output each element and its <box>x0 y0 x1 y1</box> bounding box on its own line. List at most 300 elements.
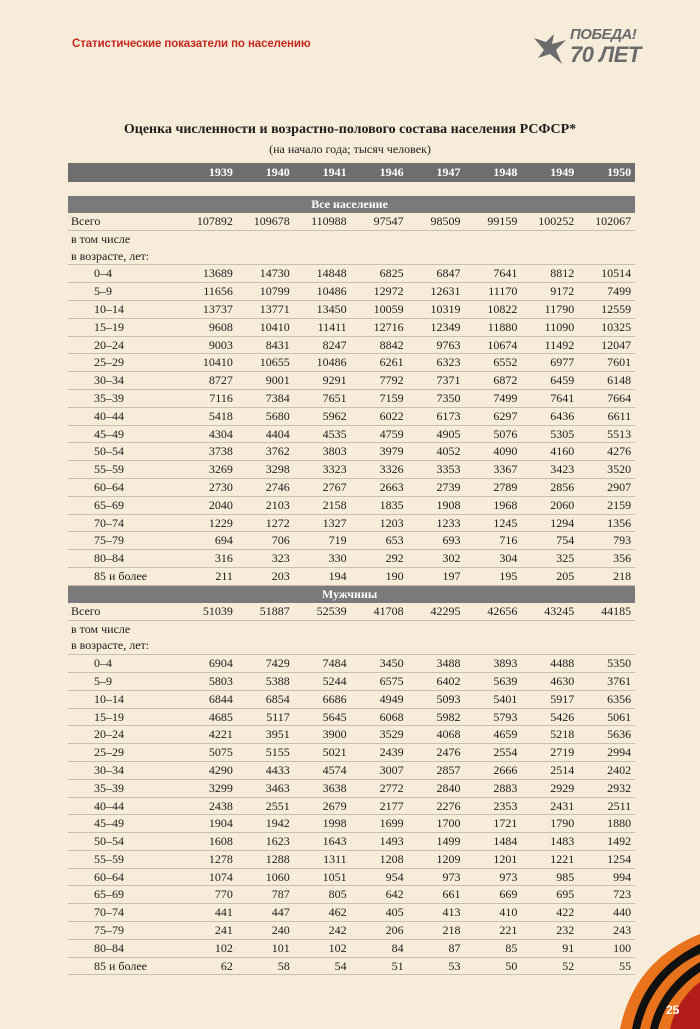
value-cell: 10799 <box>237 283 294 301</box>
age-group-label: 20–24 <box>68 726 180 744</box>
value-cell: 6872 <box>464 372 521 390</box>
value-cell: 706 <box>237 532 294 550</box>
age-group-row <box>68 265 635 283</box>
age-group-row <box>68 425 635 443</box>
value-cell: 10486 <box>294 354 351 372</box>
total-row <box>68 213 635 230</box>
value-cell: 6022 <box>351 407 408 425</box>
value-cell: 3979 <box>351 443 408 461</box>
age-group-label: 50–54 <box>68 833 180 851</box>
value-cell: 5388 <box>237 672 294 690</box>
value-cell: 3529 <box>351 726 408 744</box>
population-table <box>68 163 635 975</box>
year-header: 1950 <box>578 163 635 182</box>
table-title: Оценка численности и возрастно-полового состава населения РСФСР* <box>123 122 577 137</box>
value-cell: 2840 <box>408 779 465 797</box>
value-cell: 5418 <box>180 407 237 425</box>
value-cell: 3367 <box>464 461 521 479</box>
value-cell: 4221 <box>180 726 237 744</box>
value-cell: 1700 <box>408 815 465 833</box>
age-group-label: 65–69 <box>68 886 180 904</box>
value-cell: 1272 <box>237 514 294 532</box>
age-group-row <box>68 672 635 690</box>
age-group-row <box>68 797 635 815</box>
value-cell: 6904 <box>180 655 237 673</box>
value-cell: 330 <box>294 550 351 568</box>
value-cell: 218 <box>578 567 635 585</box>
value-cell: 2666 <box>464 761 521 779</box>
value-cell: 1074 <box>180 868 237 886</box>
table-body <box>68 182 635 975</box>
age-group-row <box>68 496 635 514</box>
logo-text-70-let: 70 ЛЕТ <box>570 42 641 67</box>
value-cell: 410 <box>464 904 521 922</box>
value-cell: 99159 <box>464 213 521 230</box>
subheading-label: в том числе <box>71 231 131 246</box>
year-header: 1939 <box>180 163 237 182</box>
value-cell: 1721 <box>464 815 521 833</box>
value-cell: 2883 <box>464 779 521 797</box>
value-cell: 1233 <box>408 514 465 532</box>
age-group-row <box>68 300 635 318</box>
value-cell: 356 <box>578 550 635 568</box>
value-cell: 413 <box>408 904 465 922</box>
value-cell: 10486 <box>294 283 351 301</box>
value-cell: 2402 <box>578 761 635 779</box>
value-cell: 5305 <box>521 425 578 443</box>
value-cell: 5803 <box>180 672 237 690</box>
year-header: 1940 <box>237 163 294 182</box>
value-cell: 7159 <box>351 389 408 407</box>
value-cell: 1051 <box>294 868 351 886</box>
age-group-label: 30–34 <box>68 372 180 390</box>
subheading-row <box>68 248 635 265</box>
age-group-row <box>68 957 635 975</box>
value-cell: 62 <box>180 957 237 975</box>
value-cell: 100252 <box>521 213 578 230</box>
value-cell: 6459 <box>521 372 578 390</box>
value-cell: 2554 <box>464 744 521 762</box>
age-group-label: 75–79 <box>68 922 180 940</box>
age-group-row <box>68 336 635 354</box>
value-cell: 3298 <box>237 461 294 479</box>
section-header-row <box>68 585 635 603</box>
st-george-ribbon-icon <box>590 930 700 1029</box>
value-cell: 2158 <box>294 496 351 514</box>
value-cell: 2719 <box>521 744 578 762</box>
value-cell: 7651 <box>294 389 351 407</box>
age-group-label: 10–14 <box>68 300 180 318</box>
value-cell: 719 <box>294 532 351 550</box>
value-cell: 5155 <box>237 744 294 762</box>
age-group-label: 5–9 <box>68 283 180 301</box>
value-cell: 3323 <box>294 461 351 479</box>
value-cell: 316 <box>180 550 237 568</box>
value-cell: 4404 <box>237 425 294 443</box>
value-cell: 1221 <box>521 850 578 868</box>
value-cell: 6552 <box>464 354 521 372</box>
value-cell: 1942 <box>237 815 294 833</box>
value-cell: 194 <box>294 567 351 585</box>
value-cell: 8431 <box>237 336 294 354</box>
value-cell: 1968 <box>464 496 521 514</box>
value-cell: 101 <box>237 939 294 957</box>
value-cell: 10319 <box>408 300 465 318</box>
value-cell: 9763 <box>408 336 465 354</box>
value-cell: 7499 <box>464 389 521 407</box>
value-cell: 9291 <box>294 372 351 390</box>
value-cell: 7371 <box>408 372 465 390</box>
value-cell: 10514 <box>578 265 635 283</box>
value-cell: 51887 <box>237 603 294 620</box>
value-cell: 7792 <box>351 372 408 390</box>
value-cell: 195 <box>464 567 521 585</box>
value-cell: 1278 <box>180 850 237 868</box>
value-cell: 716 <box>464 532 521 550</box>
value-cell: 197 <box>408 567 465 585</box>
value-cell: 6977 <box>521 354 578 372</box>
value-cell: 693 <box>408 532 465 550</box>
value-cell: 232 <box>521 922 578 940</box>
value-cell: 11880 <box>464 318 521 336</box>
age-group-label: 80–84 <box>68 939 180 957</box>
value-cell: 2856 <box>521 478 578 496</box>
value-cell: 98509 <box>408 213 465 230</box>
value-cell: 2431 <box>521 797 578 815</box>
value-cell: 43245 <box>521 603 578 620</box>
value-cell: 2551 <box>237 797 294 815</box>
value-cell: 2276 <box>408 797 465 815</box>
age-group-row <box>68 514 635 532</box>
value-cell: 1208 <box>351 850 408 868</box>
value-cell: 7116 <box>180 389 237 407</box>
value-cell: 1209 <box>408 850 465 868</box>
subheading-row <box>68 230 635 247</box>
value-cell: 100 <box>578 939 635 957</box>
value-cell: 1483 <box>521 833 578 851</box>
value-cell: 5218 <box>521 726 578 744</box>
age-group-row <box>68 708 635 726</box>
value-cell: 787 <box>237 886 294 904</box>
value-cell: 462 <box>294 904 351 922</box>
value-cell: 4905 <box>408 425 465 443</box>
age-group-row <box>68 443 635 461</box>
value-cell: 8247 <box>294 336 351 354</box>
value-cell: 1623 <box>237 833 294 851</box>
logo-text-pobeda: ПОБЕДА! <box>570 26 637 43</box>
value-cell: 41708 <box>351 603 408 620</box>
value-cell: 5076 <box>464 425 521 443</box>
year-header: 1946 <box>351 163 408 182</box>
value-cell: 985 <box>521 868 578 886</box>
value-cell: 11492 <box>521 336 578 354</box>
value-cell: 1294 <box>521 514 578 532</box>
value-cell: 241 <box>180 922 237 940</box>
value-cell: 3761 <box>578 672 635 690</box>
age-group-row <box>68 550 635 568</box>
value-cell: 84 <box>351 939 408 957</box>
value-cell: 7384 <box>237 389 294 407</box>
value-cell: 2767 <box>294 478 351 496</box>
value-cell: 190 <box>351 567 408 585</box>
subheading-label: в том числе <box>71 621 131 636</box>
value-cell: 42295 <box>408 603 465 620</box>
value-cell: 440 <box>578 904 635 922</box>
age-group-label: 70–74 <box>68 514 180 532</box>
value-cell: 2103 <box>237 496 294 514</box>
value-cell: 50 <box>464 957 521 975</box>
value-cell: 102 <box>180 939 237 957</box>
age-group-label: 65–69 <box>68 496 180 514</box>
value-cell: 7664 <box>578 389 635 407</box>
age-group-label: 60–64 <box>68 868 180 886</box>
value-cell: 52539 <box>294 603 351 620</box>
value-cell: 4068 <box>408 726 465 744</box>
value-cell: 973 <box>408 868 465 886</box>
value-cell: 3900 <box>294 726 351 744</box>
value-cell: 2907 <box>578 478 635 496</box>
value-cell: 3269 <box>180 461 237 479</box>
value-cell: 11790 <box>521 300 578 318</box>
value-cell: 6323 <box>408 354 465 372</box>
value-cell: 2438 <box>180 797 237 815</box>
value-cell: 110988 <box>294 213 351 230</box>
value-cell: 12972 <box>351 283 408 301</box>
age-group-label: 15–19 <box>68 708 180 726</box>
value-cell: 102 <box>294 939 351 957</box>
value-cell: 2663 <box>351 478 408 496</box>
value-cell: 994 <box>578 868 635 886</box>
value-cell: 1245 <box>464 514 521 532</box>
age-group-row <box>68 655 635 673</box>
value-cell: 3520 <box>578 461 635 479</box>
value-cell: 91 <box>521 939 578 957</box>
value-cell: 5680 <box>237 407 294 425</box>
age-group-row <box>68 833 635 851</box>
value-cell: 11656 <box>180 283 237 301</box>
value-cell: 9172 <box>521 283 578 301</box>
value-cell: 2177 <box>351 797 408 815</box>
age-group-row <box>68 886 635 904</box>
value-cell: 3638 <box>294 779 351 797</box>
value-cell: 323 <box>237 550 294 568</box>
value-cell: 5350 <box>578 655 635 673</box>
victory-70-logo <box>532 24 641 72</box>
value-cell: 1699 <box>351 815 408 833</box>
value-cell: 53 <box>408 957 465 975</box>
value-cell: 4290 <box>180 761 237 779</box>
spacer-cell <box>68 182 635 196</box>
value-cell: 2060 <box>521 496 578 514</box>
value-cell: 973 <box>464 868 521 886</box>
value-cell: 54 <box>294 957 351 975</box>
age-group-row <box>68 407 635 425</box>
value-cell: 5636 <box>578 726 635 744</box>
value-cell: 14848 <box>294 265 351 283</box>
subheading-label: в возрасте, лет: <box>68 637 635 654</box>
value-cell: 5075 <box>180 744 237 762</box>
value-cell: 4759 <box>351 425 408 443</box>
value-cell: 4685 <box>180 708 237 726</box>
age-group-row <box>68 744 635 762</box>
value-cell: 6611 <box>578 407 635 425</box>
dove-icon <box>532 28 568 68</box>
value-cell: 2857 <box>408 761 465 779</box>
year-header: 1948 <box>464 163 521 182</box>
value-cell: 2789 <box>464 478 521 496</box>
value-cell: 302 <box>408 550 465 568</box>
value-cell: 422 <box>521 904 578 922</box>
value-cell: 6261 <box>351 354 408 372</box>
value-cell: 218 <box>408 922 465 940</box>
value-cell: 405 <box>351 904 408 922</box>
value-cell: 11170 <box>464 283 521 301</box>
age-group-row <box>68 939 635 957</box>
value-cell: 10410 <box>237 318 294 336</box>
age-group-label: 25–29 <box>68 354 180 372</box>
value-cell: 12716 <box>351 318 408 336</box>
value-cell: 203 <box>237 567 294 585</box>
value-cell: 6356 <box>578 690 635 708</box>
value-cell: 3450 <box>351 655 408 673</box>
value-cell: 661 <box>408 886 465 904</box>
value-cell: 44185 <box>578 603 635 620</box>
age-group-label: 45–49 <box>68 425 180 443</box>
age-group-label: 20–24 <box>68 336 180 354</box>
age-group-row <box>68 461 635 479</box>
age-group-row <box>68 532 635 550</box>
value-cell: 5244 <box>294 672 351 690</box>
age-group-label: 80–84 <box>68 550 180 568</box>
value-cell: 2514 <box>521 761 578 779</box>
value-cell: 695 <box>521 886 578 904</box>
value-cell: 6854 <box>237 690 294 708</box>
value-cell: 5513 <box>578 425 635 443</box>
age-group-label: 45–49 <box>68 815 180 833</box>
value-cell: 5917 <box>521 690 578 708</box>
value-cell: 2739 <box>408 478 465 496</box>
age-group-row <box>68 690 635 708</box>
value-cell: 12631 <box>408 283 465 301</box>
section-title: Статистические показатели по населению <box>72 38 311 50</box>
value-cell: 206 <box>351 922 408 940</box>
value-cell: 1060 <box>237 868 294 886</box>
value-cell: 5645 <box>294 708 351 726</box>
age-group-label: 5–9 <box>68 672 180 690</box>
value-cell: 7499 <box>578 283 635 301</box>
age-group-row <box>68 815 635 833</box>
year-header: 1941 <box>294 163 351 182</box>
value-cell: 805 <box>294 886 351 904</box>
value-cell: 6068 <box>351 708 408 726</box>
age-group-row <box>68 318 635 336</box>
age-group-row <box>68 779 635 797</box>
value-cell: 4090 <box>464 443 521 461</box>
value-cell: 51039 <box>180 603 237 620</box>
value-cell: 5962 <box>294 407 351 425</box>
value-cell: 1835 <box>351 496 408 514</box>
value-cell: 669 <box>464 886 521 904</box>
age-group-row <box>68 922 635 940</box>
value-cell: 6436 <box>521 407 578 425</box>
row-label: Всего <box>68 603 180 620</box>
value-cell: 107892 <box>180 213 237 230</box>
value-cell: 7484 <box>294 655 351 673</box>
age-group-label: 35–39 <box>68 779 180 797</box>
value-cell: 205 <box>521 567 578 585</box>
value-cell: 3299 <box>180 779 237 797</box>
value-cell: 6686 <box>294 690 351 708</box>
age-group-row <box>68 354 635 372</box>
value-cell: 4574 <box>294 761 351 779</box>
subheading-row <box>68 637 635 654</box>
value-cell: 653 <box>351 532 408 550</box>
value-cell: 3893 <box>464 655 521 673</box>
value-cell: 3951 <box>237 726 294 744</box>
value-cell: 11090 <box>521 318 578 336</box>
value-cell: 2932 <box>578 779 635 797</box>
value-cell: 8812 <box>521 265 578 283</box>
value-cell: 3488 <box>408 655 465 673</box>
value-cell: 3326 <box>351 461 408 479</box>
value-cell: 1356 <box>578 514 635 532</box>
value-cell: 1790 <box>521 815 578 833</box>
value-cell: 13771 <box>237 300 294 318</box>
value-cell: 441 <box>180 904 237 922</box>
value-cell: 10655 <box>237 354 294 372</box>
age-group-row <box>68 726 635 744</box>
age-group-row <box>68 283 635 301</box>
value-cell: 10822 <box>464 300 521 318</box>
value-cell: 6847 <box>408 265 465 283</box>
value-cell: 109678 <box>237 213 294 230</box>
age-group-label: 30–34 <box>68 761 180 779</box>
value-cell: 12349 <box>408 318 465 336</box>
value-cell: 642 <box>351 886 408 904</box>
value-cell: 10674 <box>464 336 521 354</box>
age-group-row <box>68 567 635 585</box>
value-cell: 3803 <box>294 443 351 461</box>
value-cell: 85 <box>464 939 521 957</box>
value-cell: 5639 <box>464 672 521 690</box>
value-cell: 9003 <box>180 336 237 354</box>
value-cell: 4276 <box>578 443 635 461</box>
value-cell: 3423 <box>521 461 578 479</box>
value-cell: 3762 <box>237 443 294 461</box>
value-cell: 221 <box>464 922 521 940</box>
value-cell: 1908 <box>408 496 465 514</box>
value-cell: 2511 <box>578 797 635 815</box>
value-cell: 1998 <box>294 815 351 833</box>
age-group-row <box>68 761 635 779</box>
value-cell: 2679 <box>294 797 351 815</box>
page-number: 25 <box>666 1003 680 1017</box>
value-cell: 58 <box>237 957 294 975</box>
value-cell: 13737 <box>180 300 237 318</box>
value-cell: 3007 <box>351 761 408 779</box>
age-group-row <box>68 372 635 390</box>
value-cell: 6402 <box>408 672 465 690</box>
value-cell: 2159 <box>578 496 635 514</box>
value-cell: 55 <box>578 957 635 975</box>
value-cell: 242 <box>294 922 351 940</box>
age-group-row <box>68 389 635 407</box>
value-cell: 42656 <box>464 603 521 620</box>
section-header-row <box>68 196 635 213</box>
value-cell: 4949 <box>351 690 408 708</box>
age-group-label: 0–4 <box>68 655 180 673</box>
value-cell: 3353 <box>408 461 465 479</box>
